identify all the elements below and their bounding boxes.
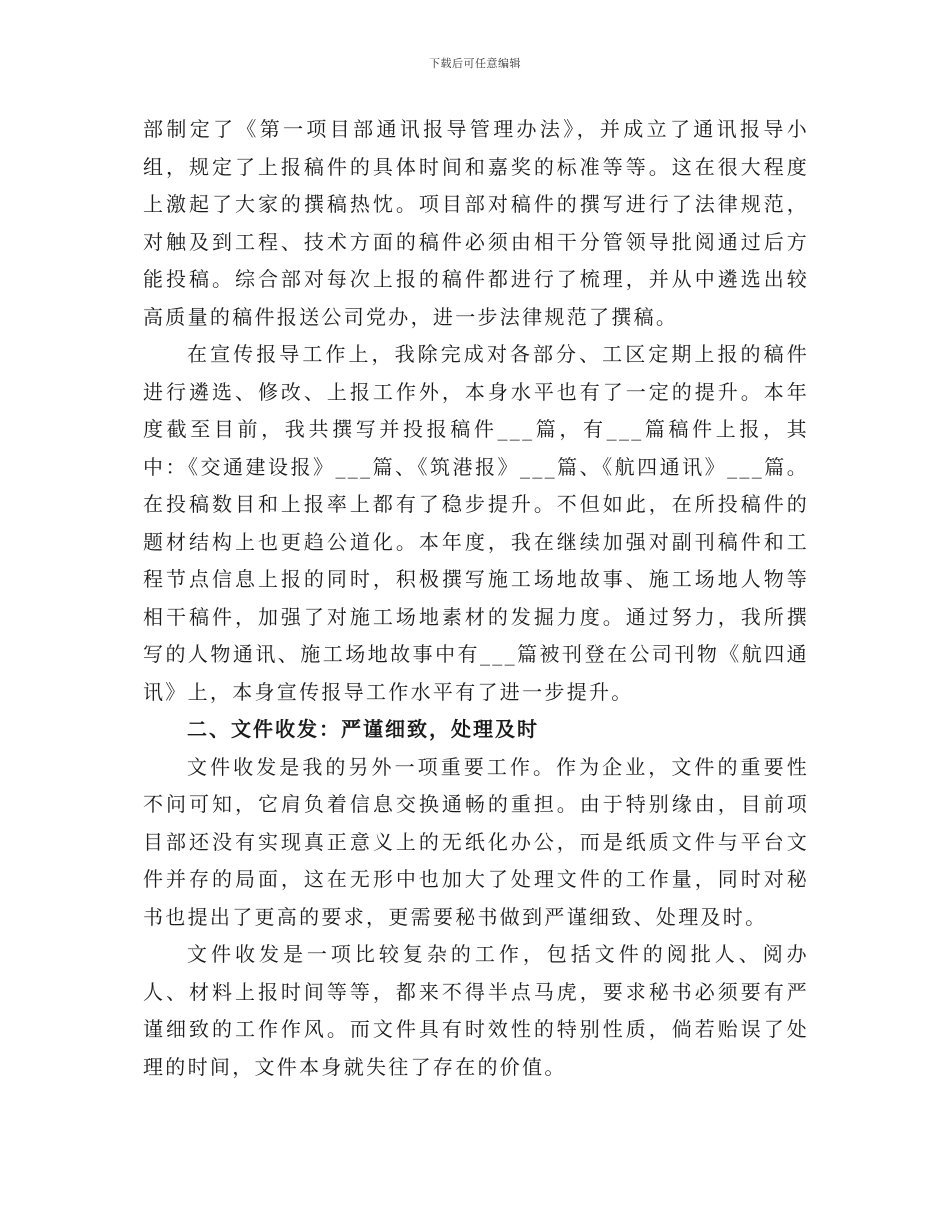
paragraph-file-handling-detail: 文件收发是一项比较复杂的工作，包括文件的阅批人、阅办人、材料上报时间等等，都来不得半点马虎，要求秘书必须要有严谨细致的工作作风。而文件具有时效性的特别性质，倘若贻误了处理的时间，文件本身就失往了存在的价值。: [143, 942, 809, 1079]
page-header: 下载后可任意编辑: [429, 57, 521, 70]
paragraph-file-handling-importance: 文件收发是我的另外一项重要工作。作为企业，文件的重要性不问可知，它肩负着信息交换通畅的重担。由于特别缘由，目前项目部还没有实现真正意义上的无纸化办公，而是纸质文件与平台文件并存的局面，这在无形中也加大了处理文件的工作量，同时对秘书也提出了更高的要求，更需要秘书做到严谨细致、处理及时。: [143, 754, 809, 929]
paragraph-continued: 部制定了《第一项目部通讯报导管理办法》，并成立了通讯报导小组，规定了上报稿件的具体时间和嘉奖的标准等等。这在很大程度上激起了大家的撰稿热忱。项目部对稿件的撰写进行了法律规范，对触及到工程、技术方面的稿件必须由相干分管领导批阅通过后方能投稿。综合部对每次上报的稿件都进行了梳理，并从中遴选出较高质量的稿件报送公司党办，进一步法律规范了撰稿。: [143, 117, 809, 329]
paragraph-publicity-report: 在宣传报导工作上，我除完成对各部分、工区定期上报的稿件进行遴选、修改、上报工作外，本身水平也有了一定的提升。本年度截至目前，我共撰写并投报稿件___篇，有___篇稿件上报，其中：《交通建设报》___篇、《筑港报》___篇、《航四通讯》___篇。在投稿数目和上报率上都有了稳步提升。不但如此，在所投稿件的题材结构上也更趋公道化。本年度，我在继续加强对副刊稿件和工程节点信息上报的同时，积极撰写施工场地故事、施工场地人物等相干稿件，加强了对施工场地素材的发掘力度。通过努力，我所撰写的人物通讯、施工场地故事中有___篇被刊登在公司刊物《航四通讯》上，本身宣传报导工作水平有了进一步提升。: [143, 342, 809, 704]
document-body: [143, 111, 809, 1086]
section-heading-file-handling: 二、文件收发：严谨细致，处理及时: [187, 717, 539, 741]
